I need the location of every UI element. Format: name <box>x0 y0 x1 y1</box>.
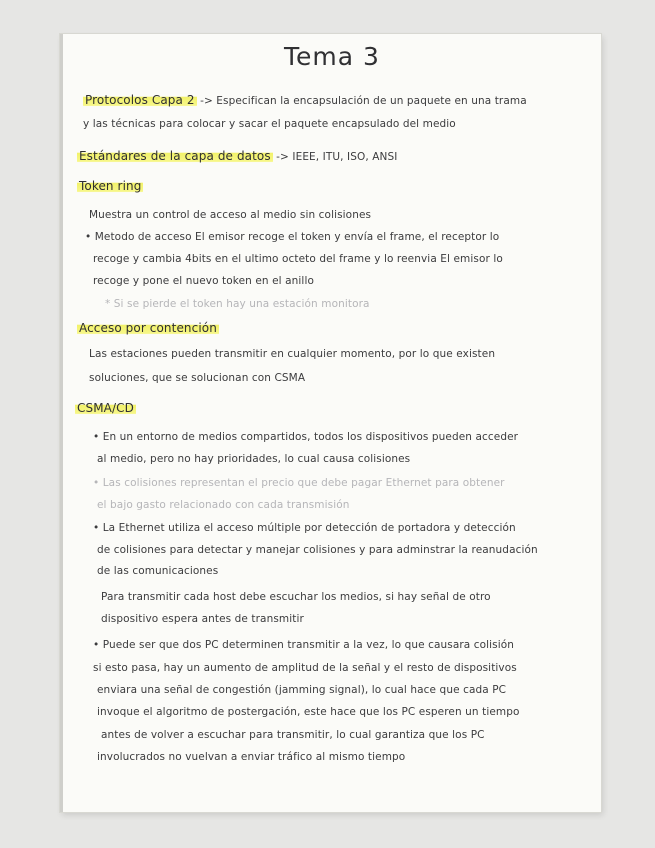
csma-line-1: • En un entorno de medios compartidos, todos los dispositivos pueden acceder <box>93 431 519 443</box>
protocolos-line-2: y las técnicas para colocar y sacar el paquete encapsulado del medio <box>83 118 456 130</box>
csma-line-13: invoque el algoritmo de postergación, este hace que los PC esperen un tiempo <box>97 706 520 718</box>
acceso-heading: Acceso por contención <box>79 321 217 335</box>
estandares-list: -> IEEE, ITU, ISO, ANSI <box>272 151 398 163</box>
acceso-line-2: soluciones, que se solucionan con CSMA <box>89 372 306 384</box>
protocolos-heading: Protocolos Capa 2 <box>85 93 195 107</box>
csma-line-2: al medio, pero no hay prioridades, lo cual causa colisiones <box>97 453 411 465</box>
token-ring-line-4: recoge y pone el nuevo token en el anillo <box>93 275 314 287</box>
token-ring-heading-wrap <box>77 176 143 198</box>
token-ring-line-1: Muestra un control de acceso al medio sin colisiones <box>89 209 372 221</box>
token-ring-note: * Si se pierde el token hay una estación monitora <box>105 298 370 310</box>
notebook-page <box>60 34 601 812</box>
acceso-line-1: Las estaciones pueden transmitir en cualquier momento, por lo que existen <box>89 348 496 360</box>
csma-line-9: dispositivo espera antes de transmitir <box>101 613 304 625</box>
csma-heading-wrap <box>75 398 136 420</box>
csma-line-4: el bajo gasto relacionado con cada transmisión <box>97 499 350 511</box>
csma-heading: CSMA/CD <box>77 401 134 415</box>
csma-line-3: • Las colisiones representan el precio que debe pagar Ethernet para obtener <box>93 477 505 489</box>
estandares-heading: Estándares de la capa de datos <box>79 149 271 163</box>
csma-line-14: antes de volver a escuchar para transmitir, lo cual garantiza que los PC <box>101 729 485 741</box>
csma-line-5: • La Ethernet utiliza el acceso múltiple por detección de portadora y detección <box>93 522 516 534</box>
token-ring-line-3: recoge y cambia 4bits en el ultimo octeto del frame y lo reenvia El emisor lo <box>93 253 503 265</box>
token-ring-heading: Token ring <box>79 179 142 193</box>
protocolos-line-1 <box>83 90 527 112</box>
token-ring-line-2: • Metodo de acceso El emisor recoge el token y envía el frame, el receptor lo <box>85 231 500 243</box>
estandares-line <box>77 146 397 168</box>
page-title: Tema 3 <box>284 42 380 71</box>
csma-line-8: Para transmitir cada host debe escuchar los medios, si hay señal de otro <box>101 591 491 603</box>
csma-line-7: de las comunicaciones <box>97 565 219 577</box>
acceso-heading-wrap <box>77 318 219 340</box>
csma-line-10: • Puede ser que dos PC determinen transmitir a la vez, lo que causara colisión <box>93 639 515 651</box>
csma-line-15: involucrados no vuelvan a enviar tráfico al mismo tiempo <box>97 751 406 763</box>
protocolos-definition: -> Especifican la encapsulación de un paquete en una trama <box>196 95 527 107</box>
csma-line-11: si esto pasa, hay un aumento de amplitud de la señal y el resto de dispositivos <box>93 662 517 674</box>
csma-line-6: de colisiones para detectar y manejar colisiones y para adminstrar la reanudación <box>97 544 538 556</box>
csma-line-12: enviara una señal de congestión (jamming signal), lo cual hace que cada PC <box>97 684 507 696</box>
